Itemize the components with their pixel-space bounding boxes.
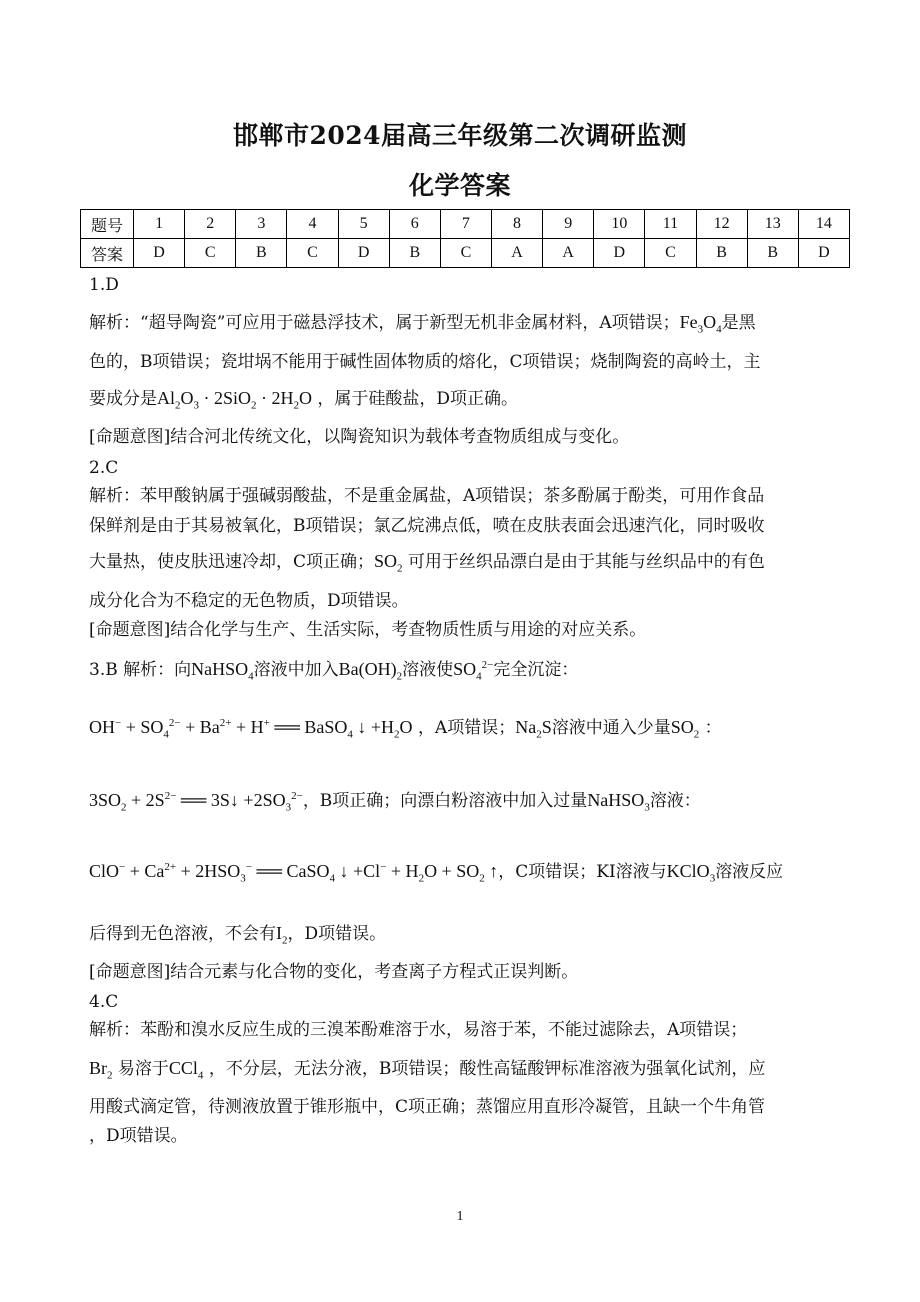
formula-nahso3: NaHSO$_3$ xyxy=(587,790,650,814)
question-number: 5 xyxy=(338,210,389,239)
q3-text: 溶液中通入少量 xyxy=(551,718,671,738)
q3-text: 后得到无色溶液，不会有 xyxy=(89,924,276,944)
answer-table xyxy=(80,209,850,268)
question-number: 13 xyxy=(747,210,798,239)
answer-cell: A xyxy=(543,239,594,268)
answer-cell: C xyxy=(645,239,696,268)
answer-cell: D xyxy=(798,239,849,268)
question-number: 9 xyxy=(543,210,594,239)
answer-cell: D xyxy=(338,239,389,268)
question-number: 7 xyxy=(440,210,491,239)
question-number: 6 xyxy=(389,210,440,239)
q4-heading: 4.C xyxy=(89,992,119,1012)
answer-cell: B xyxy=(747,239,798,268)
q3-text: 3.B 解析：向 xyxy=(89,660,192,680)
q2-intent: [命题意图]结合化学与生产、生活实际，考查物质性质与用途的对应关系。 xyxy=(89,620,647,640)
answer-cell: B xyxy=(389,239,440,268)
q4-line: 解析：苯酚和溴水反应生成的三溴苯酚难溶于水，易溶于苯，不能过滤除去，A项错误； xyxy=(89,1020,748,1040)
q1-line xyxy=(89,386,834,411)
q3-line xyxy=(89,859,834,884)
formula-kaolin: $Al_2O_3 \cdot 2SiO_2 \cdot 2H_2O$ xyxy=(157,388,313,412)
formula-so4: $SO_4^{2-}$ xyxy=(453,659,494,683)
formula-ccl4: CCl$_4$ xyxy=(168,1058,204,1082)
question-number: 11 xyxy=(645,210,696,239)
q1-text: ，属于硅酸盐，D项正确。 xyxy=(317,389,519,409)
document-subtitle: 化学答案 xyxy=(408,171,511,200)
answer-table-row-numbers xyxy=(81,210,850,239)
q2-text: 可用于丝织品漂白是由于其能与丝织品中的有色 xyxy=(407,552,765,572)
equation-c: $ClO^- + Ca^{2+} + 2HSO_3^-$ ══ CaSO$_4$ ↓ $+Cl^- + H_2O + SO_2$ ↑ xyxy=(89,861,499,885)
q2-line: 成分化合为不稳定的无色物质，D项错误。 xyxy=(89,591,409,611)
equation-a: $OH^- + SO_4^{2-} + Ba^{2+} + H^+$ ══ BaSO$_4$ ↓ $+H_2O$ xyxy=(89,717,413,741)
question-number: 8 xyxy=(491,210,542,239)
q1-line: 色的，B项错误；瓷坩埚不能用于碱性固体物质的熔化，C项错误；烧制陶瓷的高岭土，主 xyxy=(89,352,761,372)
q1-heading: 1.D xyxy=(89,275,119,295)
question-number: 3 xyxy=(236,210,287,239)
row-label-answer: 答案 xyxy=(81,239,134,268)
q2-heading: 2.C xyxy=(89,458,119,478)
document-title: 邯郸市2024届高三年级第二次调研监测 xyxy=(232,121,688,150)
answer-cell: D xyxy=(134,239,185,268)
row-label-number: 题号 xyxy=(81,210,134,239)
page-number: 1 xyxy=(456,1209,464,1224)
q4-text: ，不分层，无法分液，B项错误；酸性高锰酸钾标准溶液为强氧化试剂，应 xyxy=(208,1059,766,1079)
answer-cell: C xyxy=(185,239,236,268)
q2-line xyxy=(89,549,834,574)
answer-cell: A xyxy=(491,239,542,268)
question-number: 4 xyxy=(287,210,338,239)
q3-line xyxy=(89,715,834,740)
q3-intent: [命题意图]结合元素与化合物的变化，考查离子方程式正误判断。 xyxy=(89,962,579,982)
q4-text: 易溶于 xyxy=(117,1059,169,1079)
q1-line xyxy=(89,310,834,335)
formula-so2: $SO_2$ xyxy=(374,551,403,575)
formula-baoh2: $Ba(OH)_2$ xyxy=(338,659,403,683)
q2-text: 大量热，使皮肤迅速冷却，C项正确； xyxy=(89,552,375,572)
q3-text: ，A项错误； xyxy=(417,718,516,738)
question-number: 10 xyxy=(594,210,645,239)
q3-text: 溶液使 xyxy=(402,660,454,680)
q3-text: ： xyxy=(704,718,722,738)
formula-kclo3: KClO$_3$ xyxy=(666,861,716,885)
q4-line: ，D项错误。 xyxy=(89,1126,188,1146)
q2-line: 保鲜剂是由于其易被氧化，B项错误；氯乙烷沸点低，喷在皮肤表面会迅速汽化，同时吸收 xyxy=(89,516,765,536)
question-number: 2 xyxy=(185,210,236,239)
q1-text: 解析：“超导陶瓷”可应用于磁悬浮技术，属于新型无机非金属材料，A项错误； xyxy=(89,313,680,333)
q1-intent: [命题意图]结合河北传统文化，以陶瓷知识为载体考查物质组成与变化。 xyxy=(89,427,630,447)
answer-table-row-answers xyxy=(81,239,850,268)
q1-text: 是黑 xyxy=(721,313,756,333)
q3-text: 完全沉淀： xyxy=(493,660,579,680)
q3-text: 溶液： xyxy=(649,791,701,811)
q1-text: 要成分是 xyxy=(89,389,157,409)
q3-text: ，B项正确；向漂白粉溶液中加入过量 xyxy=(302,791,588,811)
q2-line: 解析：苯甲酸钠属于强碱弱酸盐，不是重金属盐，A项错误；茶多酚属于酚类，可用作食品 xyxy=(89,486,765,506)
q3-text: ，C项错误；KI溶液与 xyxy=(498,862,667,882)
equation-b: $3SO_2 + 2S^{2-}$ ══ 3S↓ $+2SO_3^{2-}$ xyxy=(89,790,303,814)
q3-text: 溶液中加入 xyxy=(253,660,339,680)
formula-nahso4: NaHSO$_4$ xyxy=(191,659,254,683)
formula-i2: $I_2$ xyxy=(276,923,288,947)
formula-so2: $SO_2$ xyxy=(670,717,700,741)
q3-text: ，D项错误。 xyxy=(287,924,387,944)
q3-line xyxy=(89,921,834,946)
formula-fe3o4: $Fe_3O_4$ xyxy=(679,312,722,336)
answer-cell: C xyxy=(287,239,338,268)
question-number: 12 xyxy=(696,210,747,239)
answer-cell: D xyxy=(594,239,645,268)
q4-line: 用酸式滴定管，待测液放置于锥形瓶中，C项正确；蒸馏应用直形冷凝管，且缺一个牛角管 xyxy=(89,1097,766,1117)
answer-cell: B xyxy=(236,239,287,268)
answer-cell: B xyxy=(696,239,747,268)
formula-na2s: $Na_2S$ xyxy=(515,717,552,741)
question-number: 14 xyxy=(798,210,849,239)
q4-line xyxy=(89,1056,834,1081)
q3-line xyxy=(89,788,834,813)
question-number: 1 xyxy=(134,210,185,239)
q3-text: 溶液反应 xyxy=(715,862,784,882)
q3-line xyxy=(89,657,834,682)
answer-cell: C xyxy=(440,239,491,268)
formula-br2: $Br_2$ xyxy=(89,1058,113,1082)
